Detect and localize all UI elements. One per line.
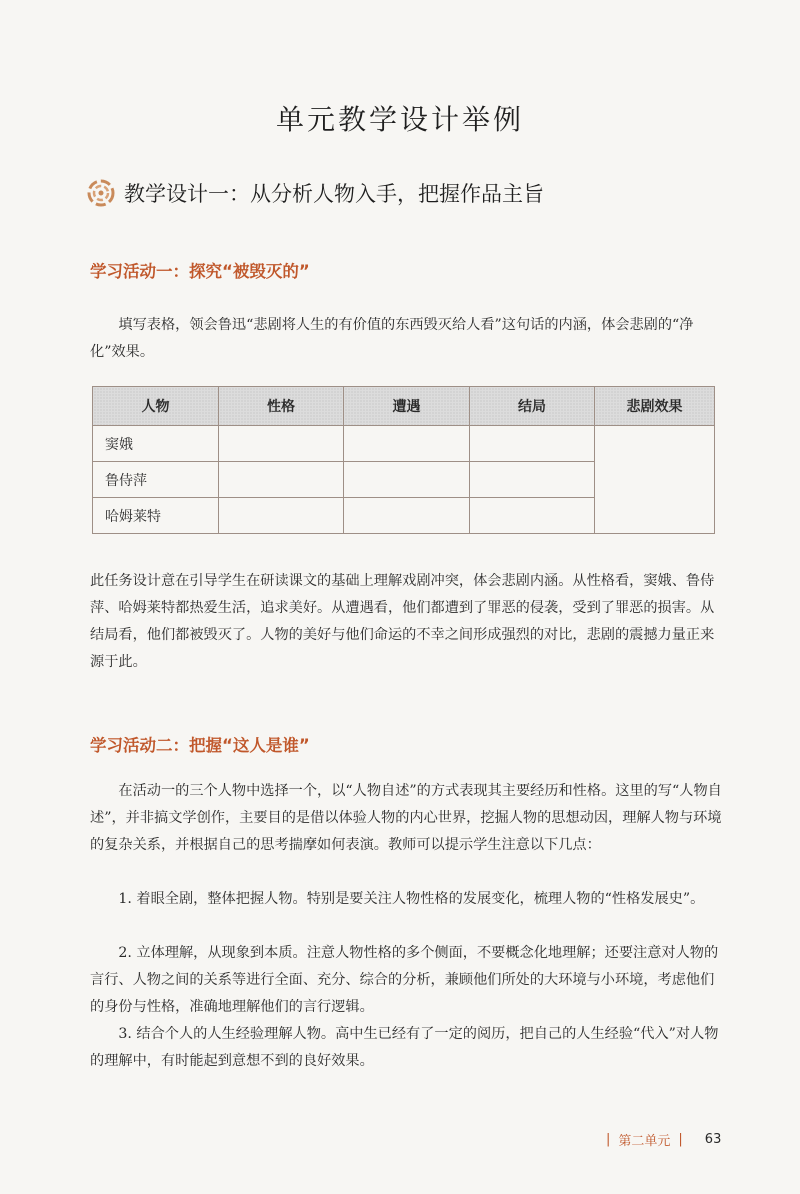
divider: | — [606, 1132, 611, 1147]
table-row — [93, 426, 715, 462]
table-cell — [344, 462, 470, 498]
table-cell-name: 鲁侍萍 — [93, 462, 219, 498]
table-cell-name: 窦娥 — [93, 426, 219, 462]
page-title: 单元教学设计举例 — [275, 103, 524, 136]
table-header-row — [93, 387, 715, 426]
table-cell-effect — [595, 426, 715, 534]
table-header: 结局 — [470, 387, 595, 426]
activity2-point-2: 2. 立体理解，从现象到本质。注意人物性格的多个侧面，不要概念化地理解；还要注意对人物的言行、人物之间的关系等进行全面、充分、综合的分析，兼顾他们所处的大环境与小环境，考虑他们的身份与性格，准确地理解他们的言行逻辑。 — [90, 945, 719, 1015]
activity2-heading: 学习活动二：把握“这人是谁” — [90, 736, 310, 755]
unit-label: 第二单元 — [618, 1134, 671, 1149]
table-cell — [344, 498, 470, 534]
swirl-icon — [86, 178, 116, 208]
table-cell — [219, 498, 344, 534]
activity2-point-1: 1. 着眼全剧，整体把握人物。特别是要关注人物性格的发展变化，梳理人物的“性格发展史”。 — [118, 891, 705, 907]
character-table — [92, 386, 715, 534]
design-heading-text: 教学设计一：从分析人物入手，把握作品主旨 — [124, 182, 544, 206]
design-heading — [86, 178, 544, 208]
table-header: 悲剧效果 — [595, 387, 715, 426]
activity2-point-3: 3. 结合个人的人生经验理解人物。高中生已经有了一定的阅历，把自己的人生经验“代入”对人物的理解中，有时能起到意想不到的良好效果。 — [90, 1026, 719, 1069]
table-cell — [219, 426, 344, 462]
page-number: 63 — [704, 1132, 722, 1147]
table-cell — [470, 426, 595, 462]
page-footer — [606, 1130, 721, 1149]
table-header: 性格 — [219, 387, 344, 426]
table-cell-name: 哈姆莱特 — [93, 498, 219, 534]
table-header: 人物 — [93, 387, 219, 426]
divider: | — [678, 1132, 683, 1147]
table-header: 遭遇 — [344, 387, 470, 426]
table-cell — [344, 426, 470, 462]
activity2-intro: 在活动一的三个人物中选择一个，以“人物自述”的方式表现其主要经历和性格。这里的写“人物自述”，并非搞文学创作，主要目的是借以体验人物的内心世界，挖掘人物的思想动因，理解人物与环境的复杂关系，并根据自己的思考揣摩如何表演。教师可以提示学生注意以下几点： — [90, 783, 722, 853]
table-cell — [470, 462, 595, 498]
activity1-intro: 填写表格，领会鲁迅“悲剧将人生的有价值的东西毁灭给人看”这句话的内涵，体会悲剧的“净化”效果。 — [90, 317, 694, 360]
activity1-explanation: 此任务设计意在引导学生在研读课文的基础上理解戏剧冲突，体会悲剧内涵。从性格看，窦娥、鲁侍萍、哈姆莱特都热爱生活，追求美好。从遭遇看，他们都遭到了罪恶的侵袭，受到了罪恶的损害。从结局看，他们都被毁灭了。人物的美好与他们命运的不幸之间形成强烈的对比，悲剧的震撼力量正来源于此。 — [90, 573, 715, 670]
activity1-heading: 学习活动一：探究“被毁灭的” — [90, 262, 310, 281]
table-cell — [470, 498, 595, 534]
table-cell — [219, 462, 344, 498]
